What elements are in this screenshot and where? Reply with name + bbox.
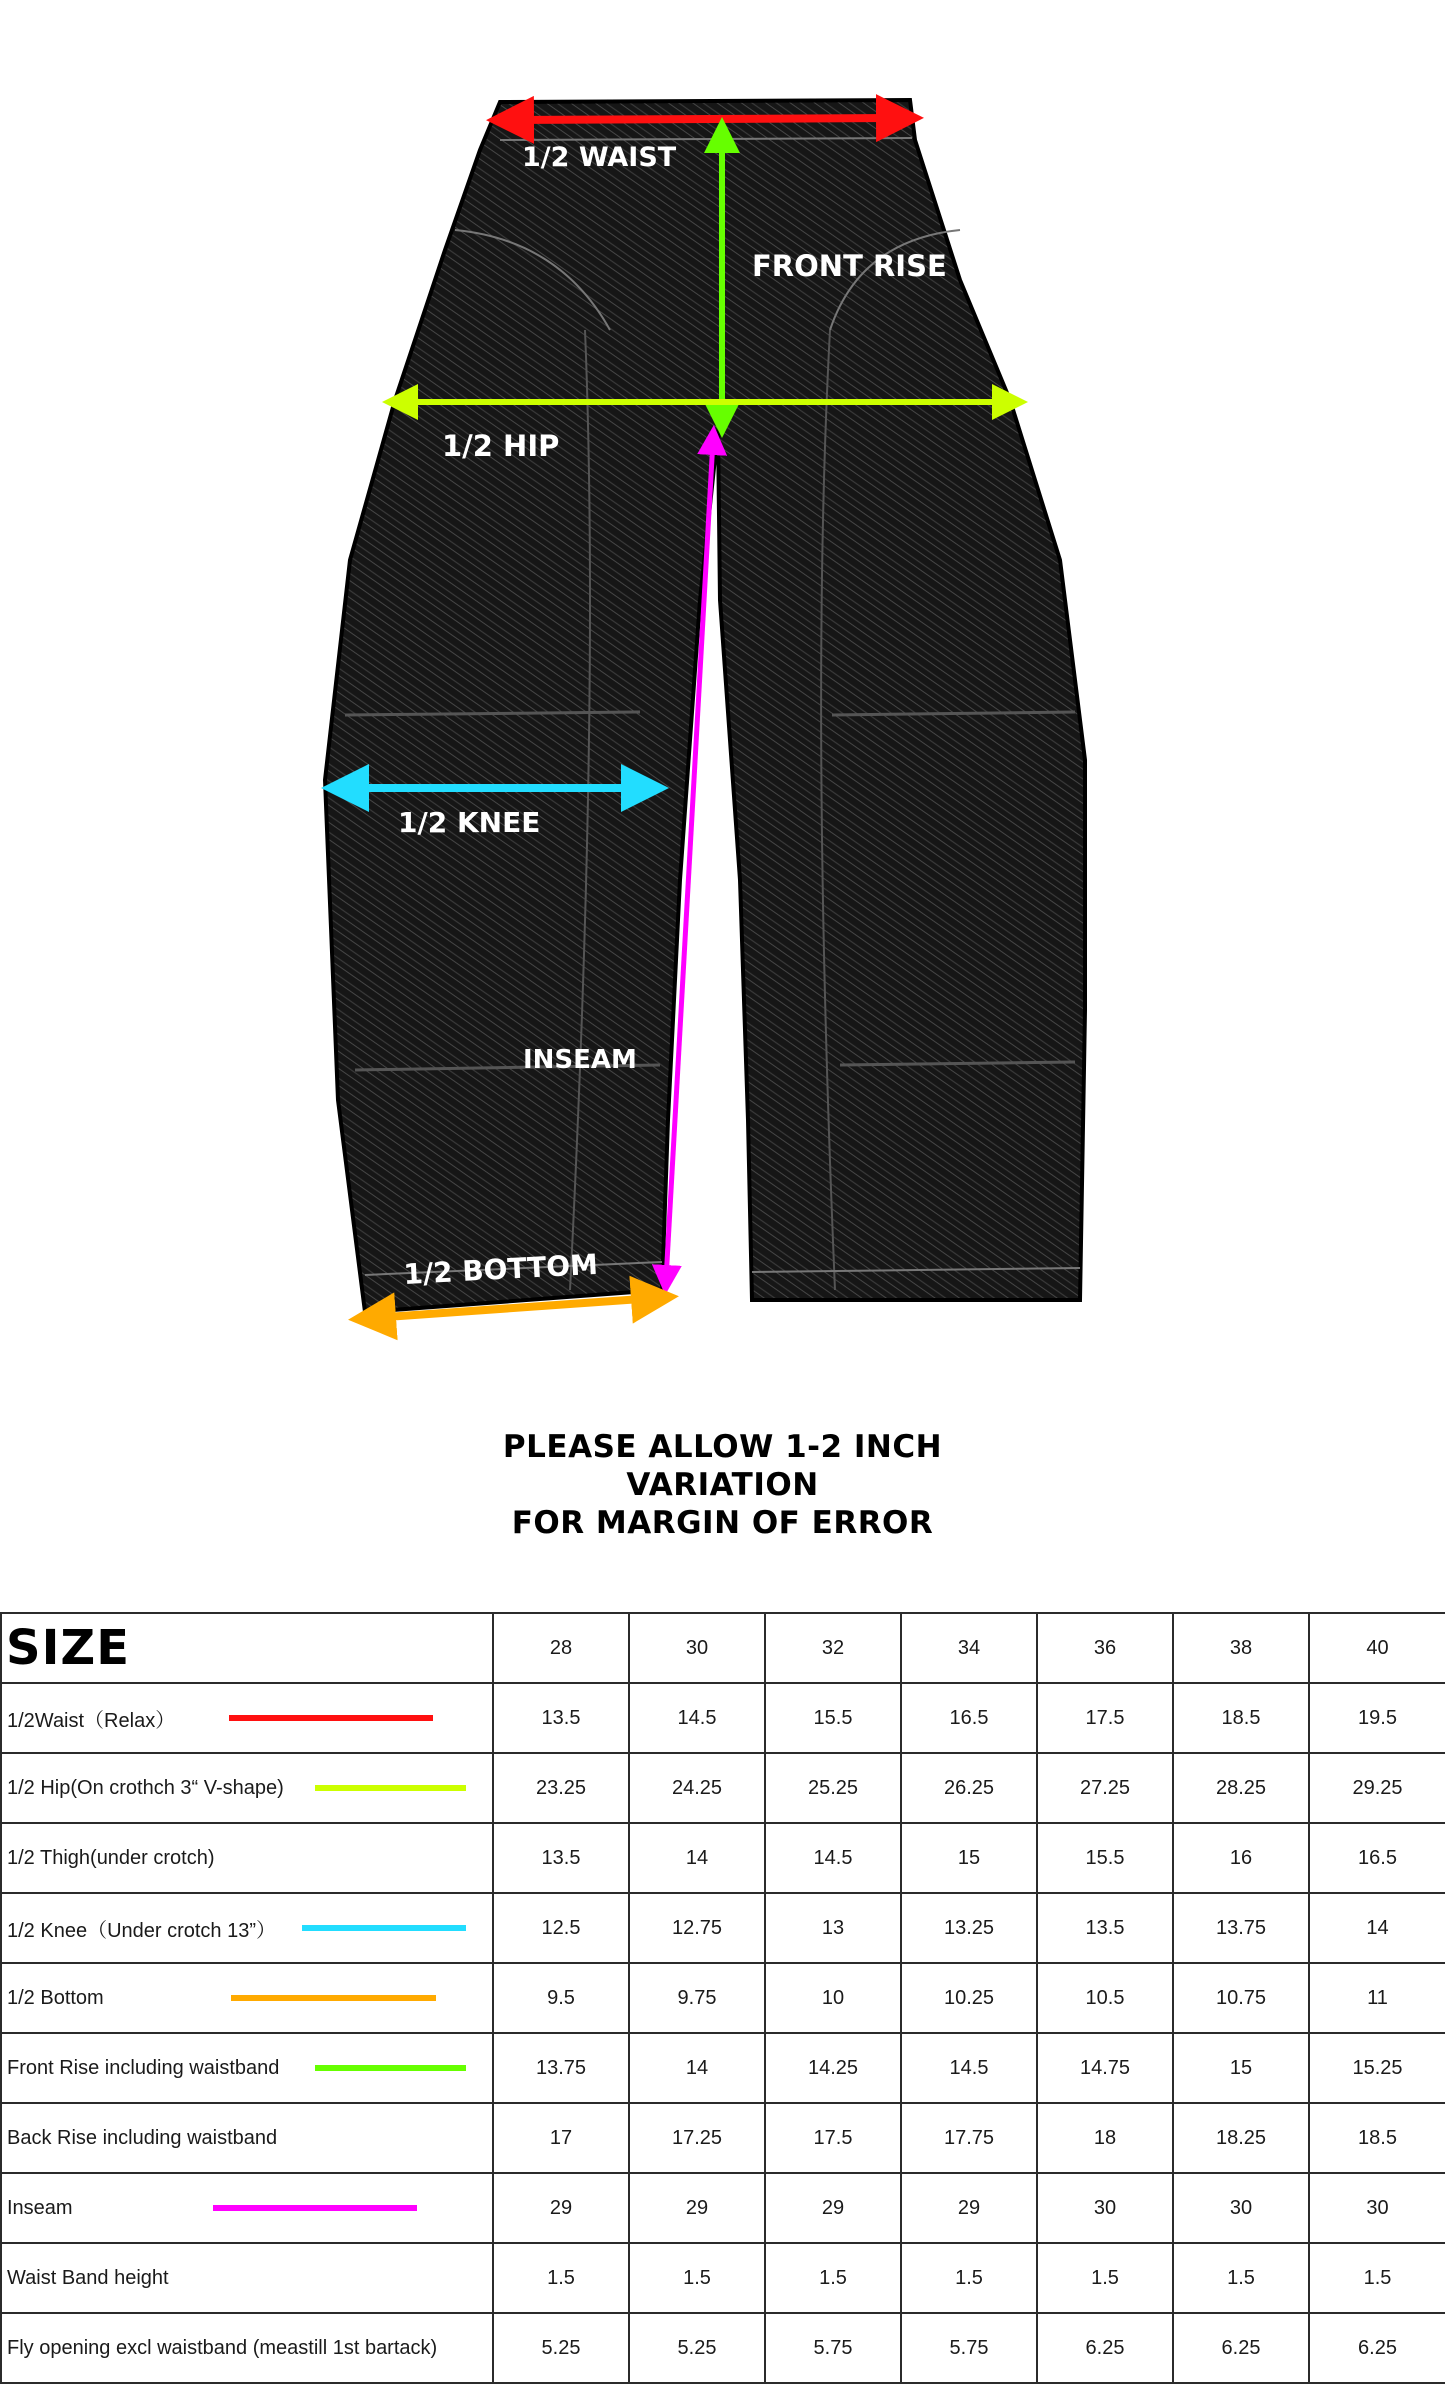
measurement-value: 26.25	[901, 1753, 1037, 1823]
measurement-value: 10.75	[1173, 1963, 1309, 2033]
color-legend-line	[213, 2205, 417, 2211]
measurement-value: 15	[901, 1823, 1037, 1893]
table-row	[1, 2033, 1445, 2103]
measurement-label-cell	[1, 2033, 493, 2103]
color-legend-line	[302, 1925, 466, 1931]
measurement-value: 30	[1173, 2173, 1309, 2243]
measurement-value: 5.25	[493, 2313, 629, 2383]
table-row	[1, 1963, 1445, 2033]
measurement-value: 11	[1309, 1963, 1445, 2033]
measurement-value: 14	[629, 2033, 765, 2103]
size-column-header: 34	[901, 1613, 1037, 1683]
measurement-value: 16	[1173, 1823, 1309, 1893]
measurement-label-cell	[1, 2313, 493, 2383]
size-column-header: 40	[1309, 1613, 1445, 1683]
measurement-value: 29.25	[1309, 1753, 1445, 1823]
table-row	[1, 2103, 1445, 2173]
measurement-value: 29	[765, 2173, 901, 2243]
measurement-value: 14.75	[1037, 2033, 1173, 2103]
table-row	[1, 1893, 1445, 1963]
measurement-label: 1/2 Knee（Under crotch 13”）	[7, 1919, 277, 1942]
measurement-value: 13.5	[493, 1683, 629, 1753]
bottom-label: 1/2 BOTTOM	[402, 1247, 599, 1291]
measurement-label: 1/2 Thigh(under crotch)	[7, 1846, 215, 1869]
table-row	[1, 1823, 1445, 1893]
measurement-value: 14.5	[901, 2033, 1037, 2103]
measurement-value: 16.5	[1309, 1823, 1445, 1893]
measurement-value: 14.25	[765, 2033, 901, 2103]
measurement-label-cell	[1, 1753, 493, 1823]
measurement-label-cell	[1, 2173, 493, 2243]
measurement-value: 17.25	[629, 2103, 765, 2173]
knee-label: 1/2 KNEE	[398, 806, 541, 839]
measurement-value: 1.5	[1037, 2243, 1173, 2313]
measurement-value: 17	[493, 2103, 629, 2173]
table-row	[1, 1683, 1445, 1753]
measurement-label: 1/2 Hip(On crothch 3“ V-shape)	[7, 1776, 284, 1799]
measurement-value: 30	[1309, 2173, 1445, 2243]
size-column-header: 28	[493, 1613, 629, 1683]
measurement-label-cell	[1, 1893, 493, 1963]
table-row	[1, 2243, 1445, 2313]
measurement-label: Inseam	[7, 2196, 73, 2219]
measurement-value: 24.25	[629, 1753, 765, 1823]
size-header: SIZE	[1, 1613, 493, 1683]
measurement-label-cell	[1, 2243, 493, 2313]
measurement-value: 13	[765, 1893, 901, 1963]
measurement-value: 1.5	[1309, 2243, 1445, 2313]
size-column-header: 32	[765, 1613, 901, 1683]
notice-line-2: VARIATION	[626, 1467, 819, 1503]
measurement-label-cell	[1, 1963, 493, 2033]
measurement-value: 16.5	[901, 1683, 1037, 1753]
measurement-value: 14	[629, 1823, 765, 1893]
measurement-value: 10.5	[1037, 1963, 1173, 2033]
table-row	[1, 1753, 1445, 1823]
pants-silhouette	[325, 100, 1085, 1312]
measurement-value: 30	[1037, 2173, 1173, 2243]
measurement-label-cell	[1, 1683, 493, 1753]
color-legend-line	[231, 1995, 436, 2001]
measurement-value: 10	[765, 1963, 901, 2033]
waist-label: 1/2 WAIST	[522, 142, 677, 173]
measurement-label: Waist Band height	[7, 2266, 169, 2289]
measurement-value: 18.25	[1173, 2103, 1309, 2173]
table-row	[1, 2173, 1445, 2243]
measurement-value: 6.25	[1173, 2313, 1309, 2383]
color-legend-line	[315, 1785, 466, 1791]
measurement-value: 5.75	[765, 2313, 901, 2383]
measurement-value: 18.5	[1309, 2103, 1445, 2173]
measurement-value: 13.75	[1173, 1893, 1309, 1963]
table-row	[1, 2313, 1445, 2383]
measurement-value: 6.25	[1037, 2313, 1173, 2383]
color-legend-line	[315, 2065, 466, 2071]
notice-line-1: PLEASE ALLOW 1-2 INCH	[502, 1429, 943, 1465]
color-legend-line	[229, 1715, 433, 1721]
size-column-header: 30	[629, 1613, 765, 1683]
measurement-value: 10.25	[901, 1963, 1037, 2033]
measurement-value: 15	[1173, 2033, 1309, 2103]
front-rise-label: FRONT RISE	[752, 249, 947, 283]
measurement-value: 9.75	[629, 1963, 765, 2033]
measurement-value: 25.25	[765, 1753, 901, 1823]
measurement-value: 1.5	[1173, 2243, 1309, 2313]
measurement-value: 17.5	[765, 2103, 901, 2173]
measurement-value: 23.25	[493, 1753, 629, 1823]
measurement-value: 29	[901, 2173, 1037, 2243]
measurement-value: 1.5	[629, 2243, 765, 2313]
measurement-value: 17.5	[1037, 1683, 1173, 1753]
measurement-value: 29	[493, 2173, 629, 2243]
measurement-value: 13.75	[493, 2033, 629, 2103]
waist-arrow	[510, 118, 900, 120]
measurement-value: 18	[1037, 2103, 1173, 2173]
notice-line-3: FOR MARGIN OF ERROR	[511, 1505, 934, 1541]
measurement-value: 14.5	[629, 1683, 765, 1753]
measurement-value: 6.25	[1309, 2313, 1445, 2383]
measurement-value: 19.5	[1309, 1683, 1445, 1753]
measurement-value: 12.5	[493, 1893, 629, 1963]
variation-notice	[0, 1428, 1445, 1542]
measurement-label-cell	[1, 2103, 493, 2173]
measurement-label: Front Rise including waistband	[7, 2056, 280, 2079]
inseam-label: INSEAM	[523, 1045, 637, 1075]
measurement-value: 17.75	[901, 2103, 1037, 2173]
measurement-value: 15.25	[1309, 2033, 1445, 2103]
measurement-value: 5.75	[901, 2313, 1037, 2383]
measurement-value: 14.5	[765, 1823, 901, 1893]
measurement-value: 12.75	[629, 1893, 765, 1963]
table-header-row	[1, 1613, 1445, 1683]
size-column-header: 38	[1173, 1613, 1309, 1683]
hip-label: 1/2 HIP	[442, 429, 560, 463]
measurement-label: Back Rise including waistband	[7, 2126, 278, 2149]
measurement-value: 1.5	[901, 2243, 1037, 2313]
size-column-header: 36	[1037, 1613, 1173, 1683]
measurement-label: Fly opening excl waistband (meastill 1st bartack)	[7, 2336, 438, 2359]
measurement-value: 14	[1309, 1893, 1445, 1963]
measurement-value: 13.25	[901, 1893, 1037, 1963]
measurement-value: 13.5	[493, 1823, 629, 1893]
measurement-label: 1/2Waist（Relax）	[7, 1709, 176, 1732]
measurement-value: 5.25	[629, 2313, 765, 2383]
measurement-label-cell	[1, 1823, 493, 1893]
measurement-value: 18.5	[1173, 1683, 1309, 1753]
measurement-value: 13.5	[1037, 1893, 1173, 1963]
measurement-value: 1.5	[493, 2243, 629, 2313]
measurement-value: 28.25	[1173, 1753, 1309, 1823]
size-chart-table	[0, 1612, 1445, 2384]
measurement-value: 27.25	[1037, 1753, 1173, 1823]
measurement-value: 29	[629, 2173, 765, 2243]
measurement-value: 15.5	[765, 1683, 901, 1753]
measurement-value: 9.5	[493, 1963, 629, 2033]
measurement-value: 1.5	[765, 2243, 901, 2313]
measurement-label: 1/2 Bottom	[7, 1986, 104, 2009]
measurement-value: 15.5	[1037, 1823, 1173, 1893]
